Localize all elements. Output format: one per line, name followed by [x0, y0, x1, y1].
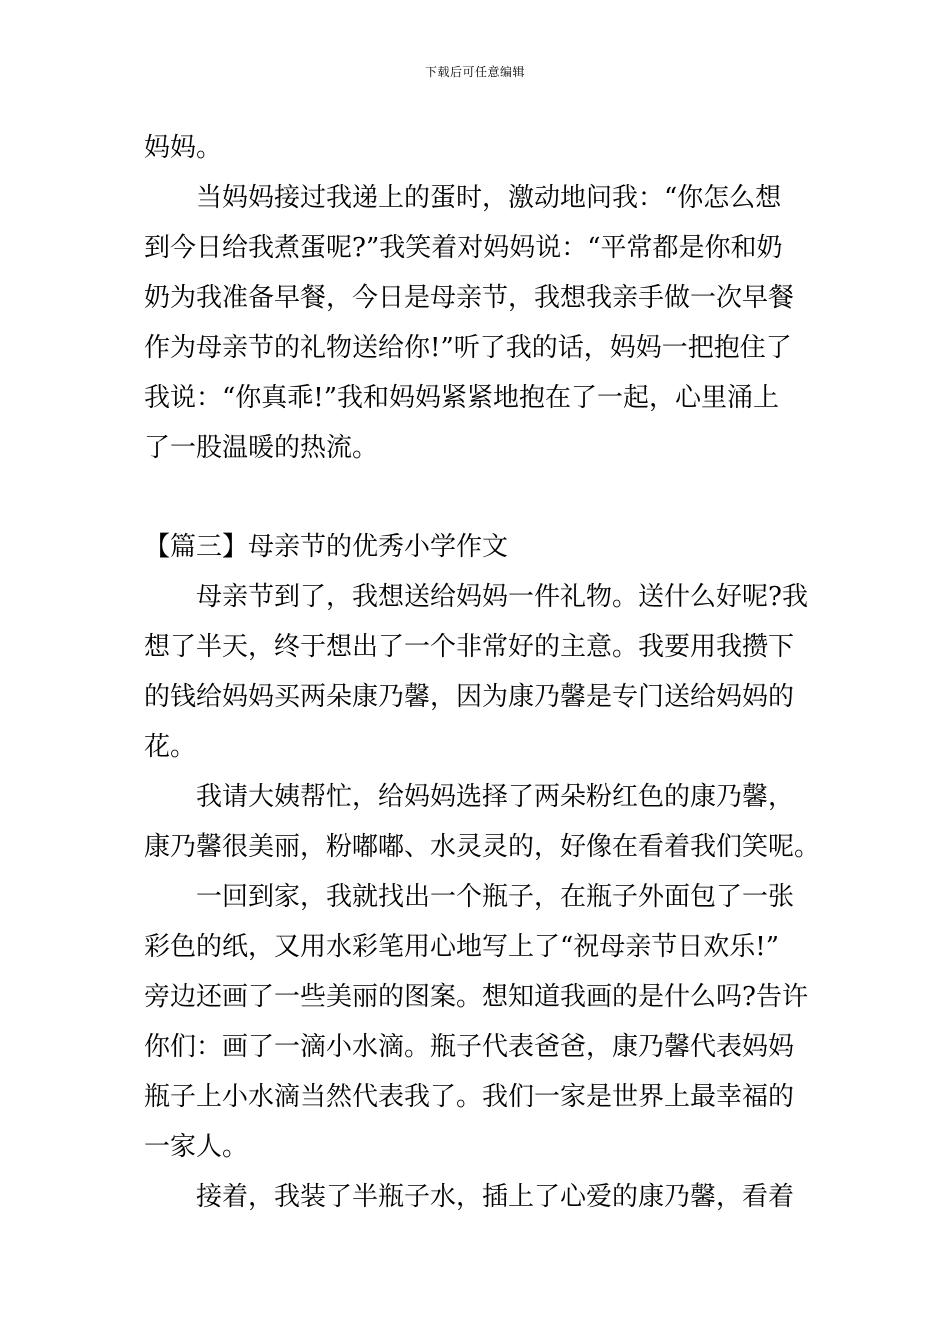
- text-line: 一回到家，我就找出一个瓶子，在瓶子外面包了一张: [144, 882, 795, 912]
- text-line: 接着，我装了半瓶子水，插上了心爱的康乃馨，看着: [144, 1182, 795, 1212]
- page-header: 下载后可任意编辑: [424, 65, 525, 79]
- text-line: 一家人。: [144, 1132, 249, 1162]
- text-line: 彩色的纸，又用水彩笔用心地写上了“祝母亲节日欢乐!”: [144, 932, 780, 962]
- text-line: 旁边还画了一些美丽的图案。想知道我画的是什么吗?告许: [144, 982, 808, 1012]
- text-line: 瓶子上小水滴当然代表我了。我们一家是世界上最幸福的: [144, 1082, 795, 1112]
- text-line: 康乃馨很美丽，粉嘟嘟、水灵灵的，好像在看着我们笑呢。: [144, 832, 821, 862]
- text-line: 你们：画了一滴小水滴。瓶子代表爸爸，康乃馨代表妈妈: [144, 1032, 795, 1062]
- text-line: 作为母亲节的礼物送给你!”听了我的话，妈妈一把抱住了: [144, 333, 792, 363]
- text-line: 奶为我准备早餐，今日是母亲节，我想我亲手做一次早餐: [144, 283, 795, 313]
- text-line: 我请大姨帮忙，给妈妈选择了两朵粉红色的康乃馨，: [144, 782, 795, 812]
- text-line: 母亲节到了，我想送给妈妈一件礼物。送什么好呢?我: [144, 582, 808, 612]
- text-line: 到今日给我煮蛋呢?”我笑着对妈妈说：“平常都是你和奶: [144, 233, 783, 263]
- text-line: 当妈妈接过我递上的蛋时，激动地问我：“你怎么想: [144, 183, 782, 213]
- section-heading: 【篇三】母亲节的优秀小学作文: [144, 532, 509, 562]
- text-line: 了一股温暖的热流。: [144, 433, 379, 463]
- text-line: 我说：“你真乖!”我和妈妈紧紧地抱在了一起，心里涌上: [144, 383, 780, 413]
- text-line: 想了半天，终于想出了一个非常好的主意。我要用我攒下: [144, 632, 795, 662]
- text-line: 花。: [144, 732, 197, 762]
- text-line: 妈妈。: [144, 133, 223, 163]
- text-line: 的钱给妈妈买两朵康乃馨，因为康乃馨是专门送给妈妈的: [144, 682, 795, 712]
